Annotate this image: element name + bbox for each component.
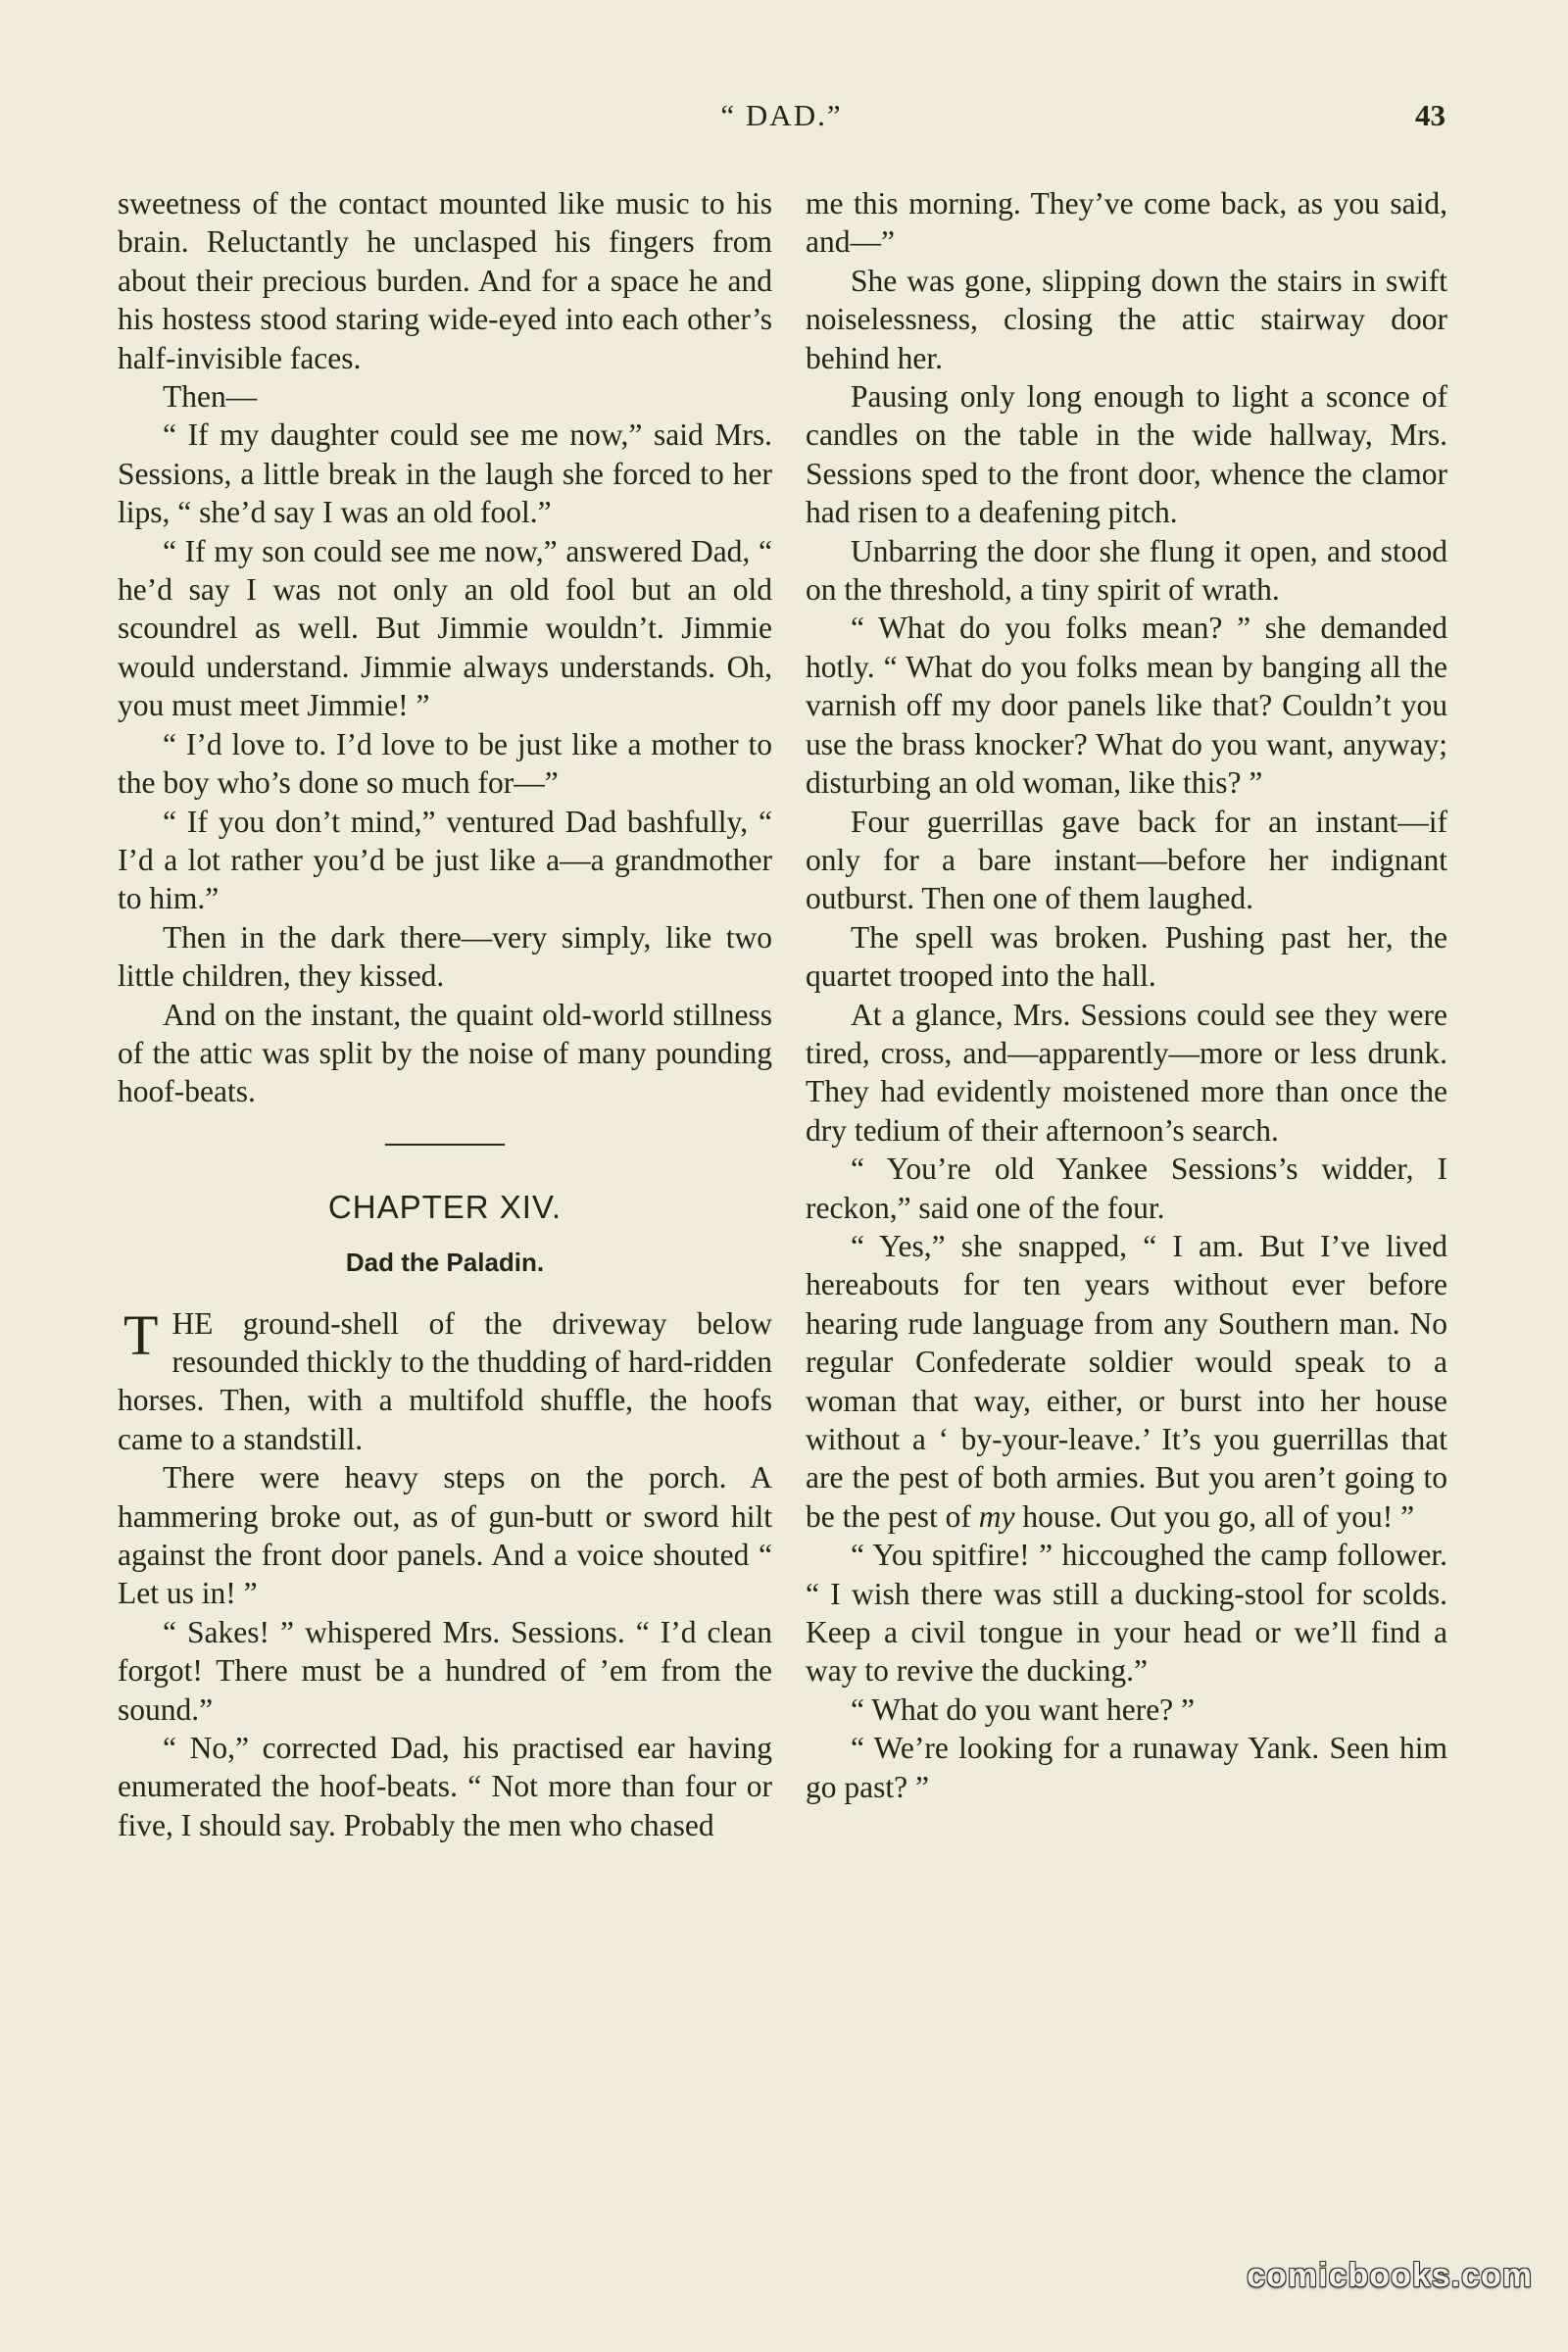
paragraph (806, 1227, 1447, 1536)
watermark-logo: comicbooks.com (1247, 2257, 1533, 2294)
text-run: house. Out you go, all of you! ” (1014, 1498, 1415, 1534)
paragraph: “ You’re old Yankee Sessions’s widder, I reckon,” said one of the four. (806, 1152, 1447, 1225)
right-column (806, 184, 1447, 1806)
paragraph: “ If my daughter could see me now,” said Mrs. Sessions, a little break in the laugh she forced to her lips, “ she’d say I was an old fool.” (118, 417, 772, 530)
page-header (118, 98, 1446, 145)
paragraph: “ We’re looking for a runaway Yank. Seen him go past? ” (806, 1731, 1447, 1804)
paragraph: “ You spitfire! ” hiccoughed the camp follower. “ I wish there was still a ducking-stool for scolds. Keep a civil tongue in your head or we’ll find a way to revive the ducking.” (806, 1538, 1447, 1689)
text-run: “ Yes,” she snapped, “ I am. But I’ve lived hereabouts for ten years without ever before hearing rude language from any Southern man. No regular Confederate soldier would speak to a woman that way, either, or burst into her house without a ‘ by-your-leave.’ It’s you guerrillas that are the pest of both armies. But you aren’t going to be the pest of (806, 1228, 1447, 1534)
paragraph: She was gone, slipping down the stairs in swift noiselessness, closing the attic stairway door behind her. (806, 263, 1447, 375)
paragraph: “ If my son could see me now,” answered Dad, “ he’d say I was not only an old fool but an old scoundrel as well. But Jimmie wouldn’t. Jimmie would understand. Jimmie always understands. Oh, you must meet Jimmie! ” (118, 533, 772, 723)
section-divider (385, 1144, 505, 1146)
paragraph: At a glance, Mrs. Sessions could see they were tired, cross, and—apparently—more or less drunk. They had evidently moistened more than once the dry tedium of their afternoon’s search. (806, 997, 1447, 1148)
paragraph: “ What do you want here? ” (851, 1691, 1196, 1727)
paragraph: “ I’d love to. I’d love to be just like a mother to the boy who’s done so much for—” (118, 726, 772, 801)
paragraph: “ What do you folks mean? ” she demanded hotly. “ What do you folks mean by banging all the varnish off my door panels like that? Couldn’t you use the brass knocker? What do you want, anyway; disturbing an old woman, like this? ” (806, 611, 1447, 801)
paragraph: Then— (163, 379, 258, 415)
paragraph: “ If you don’t mind,” ventured Dad bashfully, “ I’d a lot rather you’d be just like a—a grandmother to him.” (118, 804, 772, 916)
paragraph: sweetness of the contact mounted like music to his brain. Reluctantly he unclasped his fingers from about their precious burden. And for a space he and his hostess stood staring wide-eyed into each other’s half-invisible faces. (118, 186, 772, 375)
paragraph: Then in the dark there—very simply, like two little children, they kissed. (118, 919, 772, 994)
running-title: “ DAD.” (720, 98, 843, 132)
chapter-title: CHAPTER XIV. (327, 1188, 563, 1225)
paragraph: And on the instant, the quaint old-world stillness of the attic was split by the noise of many pounding hoof-beats. (118, 997, 772, 1109)
chapter-opening-paragraph (118, 1304, 772, 1459)
page-number: 43 (1415, 98, 1446, 132)
chapter-subtitle: Dad the Paladin. (345, 1248, 545, 1278)
italic-text: my (978, 1498, 1015, 1534)
paragraph: “ No,” corrected Dad, his practised ear having enumerated the hoof-beats. “ Not more than four or five, I should say. Probably the men who chased (118, 1731, 772, 1842)
paragraph: me this morning. They’ve come back, as you said, and—” (806, 186, 1447, 260)
paragraph: “ Sakes! ” whispered Mrs. Sessions. “ I’d clean forgot! There must be a hundred of ’em from the sound.” (118, 1614, 772, 1727)
opening-text: HE ground-shell of the driveway below resounded thickly to the thudding of hard-ridden horses. Then, with a multifold shuffle, the hoofs came to a standstill. (118, 1305, 772, 1456)
left-column (118, 184, 772, 1844)
paragraph: Unbarring the door she flung it open, and stood on the threshold, a tiny spirit of wrath. (806, 533, 1447, 608)
paragraph: The spell was broken. Pushing past her, the quartet trooped into the hall. (806, 919, 1447, 994)
drop-cap: T (123, 1302, 159, 1367)
paragraph: Pausing only long enough to light a sconce of candles on the table in the wide hallway, Mrs. Sessions sped to the front door, whence the clamor had risen to a deafening pitch. (806, 379, 1447, 530)
paragraph: Four guerrillas gave back for an instant—if only for a bare instant—before her indignant outburst. Then one of them laughed. (806, 804, 1447, 916)
paragraph: There were heavy steps on the porch. A hammering broke out, as of gun-butt or sword hilt against the front door panels. And a voice shouted “ Let us in! ” (118, 1460, 772, 1611)
